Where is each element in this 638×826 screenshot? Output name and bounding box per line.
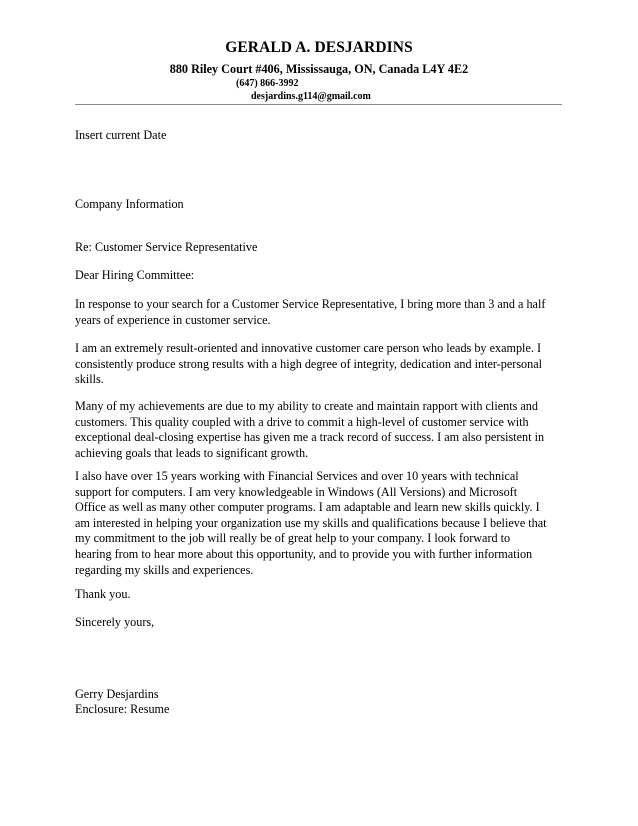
paragraph-2	[75, 341, 575, 388]
paragraph-line: skills.	[75, 372, 104, 387]
paragraph-line: In response to your search for a Customer Service Representative, I bring more than 3 and a half	[75, 297, 546, 311]
signature-name: Gerry Desjardins	[75, 687, 159, 701]
paragraph-line: Many of my achievements are due to my ability to create and maintain rapport with clients and	[75, 399, 538, 413]
paragraph-line: support for computers. I am very knowledgeable in Windows (All Versions) and Microsoft	[75, 484, 518, 499]
paragraph-line: am interested in helping your organization use my skills and qualifications because I believe that	[75, 515, 547, 530]
paragraph-line: my commitment to the job will really be of great help to your company. I look forward to	[75, 531, 511, 546]
closing-line: Sincerely yours,	[75, 615, 155, 629]
paragraph-line: consistently produce strong results with a high degree of integrity, dedication and inter-personal	[75, 356, 543, 371]
thanks-line: Thank you.	[75, 587, 131, 601]
company-placeholder: Company Information	[75, 197, 184, 211]
letterhead-email: desjardins.g114@gmail.com	[251, 91, 371, 102]
paragraph-line: achieving goals that leads to significant growth.	[75, 445, 309, 460]
paragraph-3	[75, 399, 575, 461]
subject-line: Re: Customer Service Representative	[75, 240, 258, 254]
paragraph-line: regarding my skills and experiences.	[75, 562, 254, 577]
paragraph-1	[75, 297, 575, 328]
paragraph-line: exceptional deal-closing expertise has given me a track record of success. I am also persistent in	[75, 430, 545, 445]
date-placeholder: Insert current Date	[75, 128, 167, 142]
paragraph-line: Office as well as many other computer programs. I am adaptable and learn new skills quickly. I	[75, 500, 540, 515]
paragraph-line: years of experience in customer service.	[75, 312, 271, 327]
letterhead-divider	[75, 104, 562, 105]
letterhead-address: 880 Riley Court #406, Mississauga, ON, Canada L4Y 4E2	[169, 62, 469, 76]
letterhead-name: GERALD A. DESJARDINS	[225, 39, 413, 56]
paragraph-line: I also have over 15 years working with Financial Services and over 10 years with technical	[75, 469, 519, 483]
paragraph-4	[75, 469, 575, 578]
paragraph-line: I am an extremely result-oriented and innovative customer care person who leads by example. I	[75, 341, 541, 355]
letterhead-phone: (647) 866-3992	[236, 78, 299, 89]
enclosure-line: Enclosure: Resume	[75, 702, 170, 716]
salutation: Dear Hiring Committee:	[75, 268, 195, 282]
paragraph-line: hearing from to hear more about this opportunity, and to provide you with further information	[75, 546, 533, 561]
paragraph-line: customers. This quality coupled with a drive to commit a high-level of customer service with	[75, 414, 529, 429]
